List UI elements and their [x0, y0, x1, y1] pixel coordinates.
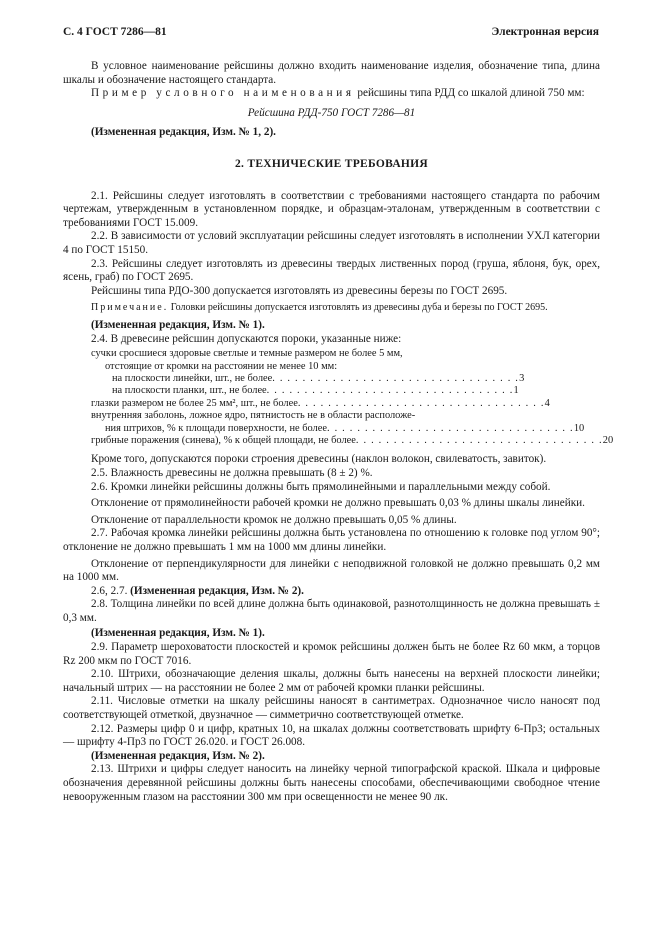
list-item-value: 20	[602, 434, 614, 446]
clause-2-3-birch: Рейсшины типа РДО-300 допускается изготовлять из древесины березы по ГОСТ 2695.	[91, 284, 508, 297]
list-item-label: глазки размером не более 25 мм², шт., не более	[91, 397, 298, 409]
leader-dots: . . . . . . . . . . . . . . . . . . . . . . . . . . . . . . . . .	[326, 422, 574, 434]
revision-note: (Измененная редакция, Изм. № 2).	[91, 749, 265, 762]
clause-2-6: 2.6. Кромки линейки рейсшины должны быть прямолинейными и параллельными между собой.	[91, 480, 551, 493]
list-item	[63, 372, 525, 385]
list-item-text: отстоящие от кромки на расстоянии не менее 10 мм:	[105, 360, 338, 372]
clause-2-9: 2.9. Параметр шероховатости плоскостей и кромок рейсшины должен быть не более Rz 60 мкм, а торцов Rz 200 мкм по ГОСТ 7016.	[63, 641, 600, 667]
revision-note: (Измененная редакция, Изм. № 1, 2).	[91, 126, 276, 139]
list-item-value: 3	[519, 372, 525, 384]
paragraph-structure-defects: Кроме того, допускаются пороки строения древесины (наклон волокон, свилеватость, завиток).	[91, 453, 547, 466]
clause-2-10: 2.10. Штрихи, обозначающие деления шкалы, должны быть нанесены на верхней плоскости линейки; начальный штрих — на расстоянии не более 2 мм от рабочей кромки планки рейсшины.	[63, 668, 600, 694]
list-item-value: 4	[544, 397, 550, 409]
list-item-label: на плоскости планки, шт., не более	[112, 385, 267, 397]
clause-2-6-straightness: Отклонение от прямолинейности рабочей кромки не должно превышать 0,03 % длины шкалы линейки.	[91, 497, 585, 510]
clause-2-7-perpendicularity: Отклонение от перпендикулярности для линейки с неподвижной головкой не должно превышать 0,2 мм на 1000 мм.	[63, 557, 600, 584]
list-item-label: грибные поражения (синева), % к общей площади, не более	[91, 434, 356, 446]
list-item-value: 1	[513, 385, 519, 397]
revision-note: (Измененная редакция, Изм. № 1).	[91, 318, 265, 331]
list-item: сучки сросшиеся здоровые светлые и темные размером не более 5 мм,	[91, 348, 403, 360]
defects-list	[63, 348, 614, 447]
example-paragraph	[63, 87, 600, 101]
note	[63, 301, 600, 315]
leader-dots: . . . . . . . . . . . . . . . . . . . . . . . . . . . . . . . . .	[266, 385, 514, 397]
header-left: С. 4 ГОСТ 7286—81	[63, 26, 167, 38]
clause-2-1: 2.1. Рейсшины следует изготовлять в соответствии с требованиями настоящего стандарта по рабочим чертежам, утвержденным в установленном порядке, и образцам-эталонам, утвержденным в соответствии с требованиями ГОСТ 15.009.	[63, 189, 600, 229]
revision-note: (Измененная редакция, Изм. № 2).	[130, 584, 304, 597]
clause-2-5: 2.5. Влажность древесины не должна превышать (8 ± 2) %.	[91, 466, 373, 479]
document-body	[63, 60, 614, 804]
example-rest: рейсшины типа РДД со шкалой длиной 750 мм:	[354, 87, 585, 100]
clause-2-11: 2.11. Числовые отметки на шкалу рейсшины наносят в сантиметрах. Однозначное число наносят под соответствующей отметкой, двузначное — симметрично соответствующей отметке.	[63, 695, 600, 722]
example-name: Рейсшина РДД-750 ГОСТ 7286—81	[247, 106, 416, 119]
list-item-value: 10	[573, 422, 585, 434]
revision-note: (Измененная редакция, Изм. № 1).	[91, 627, 265, 640]
leader-dots: . . . . . . . . . . . . . . . . . . . . . . . . . . . . . . . . .	[355, 434, 603, 446]
note-lead: Примечание.	[91, 302, 169, 314]
list-item	[63, 397, 550, 410]
leader-dots: . . . . . . . . . . . . . . . . . . . . . . . . . . . . . . . . .	[297, 397, 545, 409]
list-item	[63, 361, 475, 373]
page-header	[63, 26, 599, 38]
list-item	[63, 422, 585, 435]
section-title: 2. ТЕХНИЧЕСКИЕ ТРЕБОВАНИЯ	[234, 157, 429, 170]
header-right: Электронная версия	[491, 26, 599, 38]
paragraph-naming: В условное наименование рейсшины должно входить наименование изделия, обозначение типа, длина шкалы и обозначение настоящего стандарта.	[63, 60, 600, 86]
clause-2-7: 2.7. Рабочая кромка линейки рейсшины должна быть установлена по отношению к головке под углом 90°; отклонение не должно превышать 1 мм на 1000 мм длины линейки.	[63, 527, 600, 553]
clause-2-6-parallelism: Отклонение от параллельности кромок не должно превышать 0,05 % длины.	[91, 513, 457, 526]
clause-2-3: 2.3. Рейсшины следует изготовлять из древесины твердых лиственных пород (груша, яблоня, бук, орех, ясень, граб) по ГОСТ 2695.	[63, 257, 600, 284]
clause-2-8: 2.8. Толщина линейки по всей длине должна быть одинаковой, разнотолщинность не должна превышать ± 0,3 мм.	[63, 598, 600, 624]
list-item: внутренняя заболонь, ложное ядро, пятнистость не в области расположе-	[91, 410, 416, 422]
clause-2-4: 2.4. В древесине рейсшин допускаются пороки, указанные ниже:	[91, 332, 402, 345]
clause-2-6-2-7-revision	[63, 585, 600, 599]
leader-dots: . . . . . . . . . . . . . . . . . . . . . . . . . . . . . . . . .	[272, 372, 520, 384]
clause-number: 2.6, 2.7.	[91, 584, 131, 597]
list-item-label: на плоскости линейки, шт., не более	[112, 372, 273, 384]
note-rest: Головки рейсшины допускается изготовлять из древесины дуба и березы по ГОСТ 2695.	[168, 302, 548, 314]
clause-2-12: 2.12. Размеры цифр 0 и цифр, кратных 10, на шкалах должны соответствовать шрифту 6-Пр3; остальных — шрифту 4-Пр3 по ГОСТ 26.020. и ГОСТ 26.008.	[63, 722, 600, 749]
list-item	[63, 434, 614, 447]
list-item	[63, 385, 519, 397]
clause-2-13: 2.13. Штрихи и цифры следует наносить на линейку черной типографской краской. Шкала и цифровые обозначения деревянной рейсшины должны быть нанесены способами, обеспечивающими свободное чтение невооруженным глазом на расстоянии 300 мм при освещенности не менее 90 лк.	[63, 763, 600, 803]
example-lead: Пример условного наименования	[91, 87, 355, 100]
clause-2-2: 2.2. В зависимости от условий эксплуатации рейсшины следует изготовлять в исполнении УХЛ категории 4 по ГОСТ 15150.	[63, 230, 600, 256]
list-item-label: ния штрихов, % к площади поверхности, не более	[105, 422, 327, 434]
